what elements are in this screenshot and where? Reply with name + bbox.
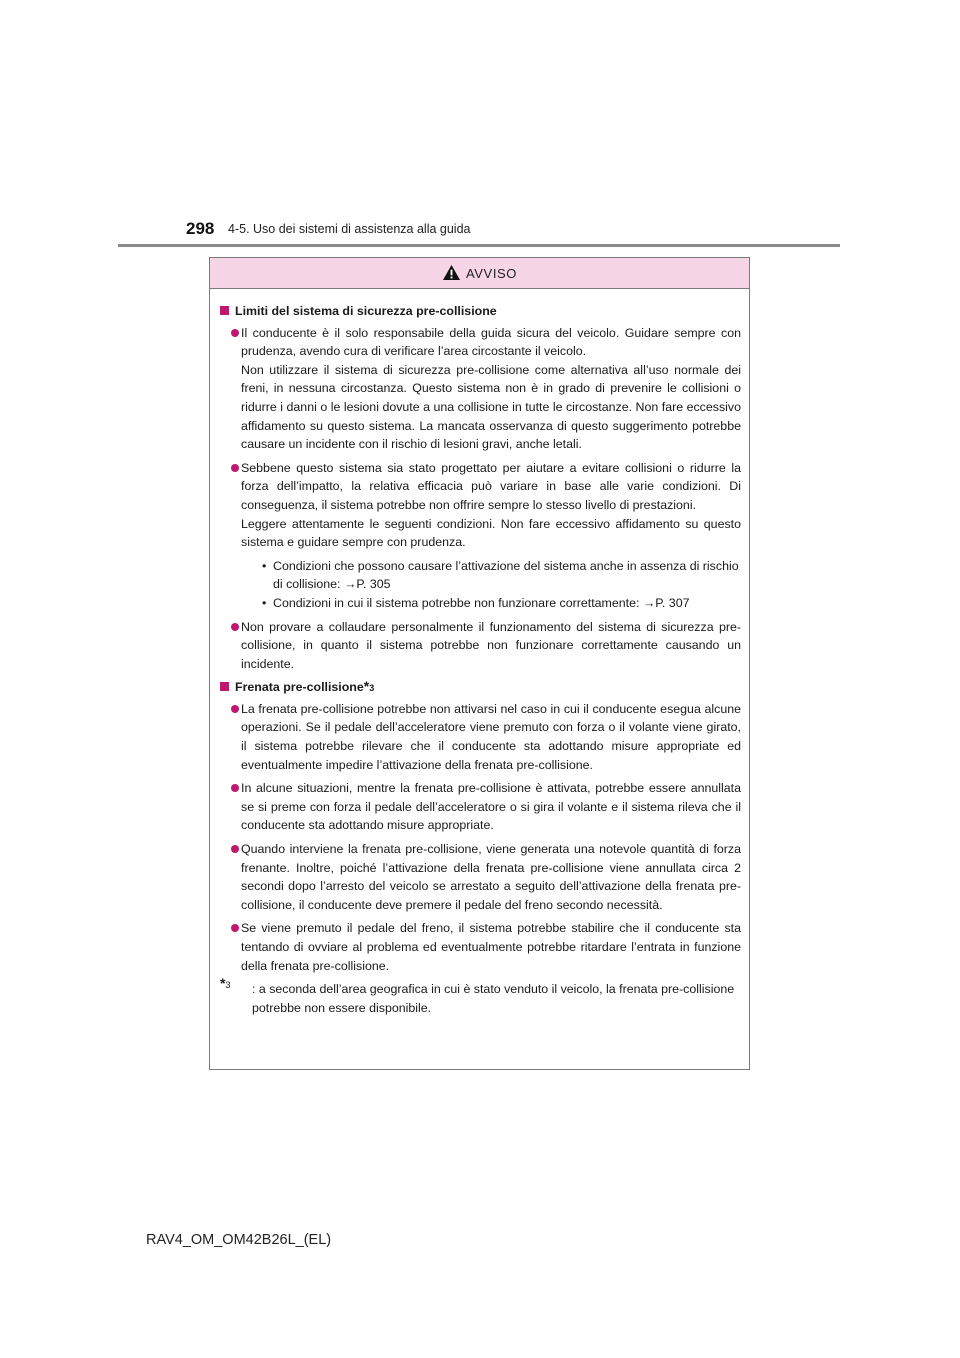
list-item [220,779,741,835]
dot-bullet-icon [231,623,239,631]
paragraph: Il conducente è il solo responsabile della guida sicura del veicolo. Guidare sempre con prudenza, avendo cura di verificare l’area circostante il veicolo. [241,325,741,359]
warning-title: AVVISO [465,265,518,281]
section-heading-frenata: Frenata pre-collisione * 3 [220,678,741,697]
small-bullet-icon: • [262,595,267,610]
list-item [220,324,741,454]
list-item [220,840,741,914]
sub-list-item [241,594,741,613]
list-item [220,618,741,674]
header-divider [118,244,840,247]
footnote-number: 3 [225,980,231,991]
warning-triangle-icon [442,264,461,281]
sub-list-item [241,557,741,594]
dot-bullet-icon [231,329,239,337]
section-heading-text: Limiti del sistema di sicurezza pre-collisione [235,304,497,318]
square-bullet-icon [220,306,229,315]
paragraph: Se viene premuto il pedale del freno, il sistema potrebbe stabilire che il conducente sta tentando di ovviare al problema ed eventualmente potrebbe ritardare l’entrata in funzione della frenata pre-collisione. [241,921,741,973]
footnote-mark [220,975,231,999]
paragraph: Leggere attentamente le seguenti condizioni. Non fare eccessivo affidamento su questo sistema e guidare sempre con prudenza. [241,516,741,550]
sub-item-text: Condizioni che possono causare l’attivazione del sistema anche in assenza di rischio di collisione: →P. 305 [273,558,739,592]
list-item [220,459,741,613]
footnote-text: : a seconda dell’area geografica in cui è stato venduto il veicolo, la frenata pre-collisione potrebbe non essere disponibile. [252,982,735,1015]
dot-bullet-icon [231,705,239,713]
small-bullet-icon: • [262,558,267,573]
paragraph: La frenata pre-collisione potrebbe non attivarsi nel caso in cui il conducente esegua alcune operazioni. Se il pedale dell’acceleratore viene premuto con forza o il volante viene girato, il sistema potrebbe rilevare che il conducente sta adottando misure appropriate ed eventualmente impedire l’attivazione della frenata pre-collisione. [241,701,741,772]
section-heading-text: Frenata pre-collisione [235,680,364,695]
warning-box [209,257,750,1070]
dot-bullet-icon [231,784,239,792]
warning-body [210,289,749,1017]
paragraph: Non provare a collaudare personalmente il funzionamento del sistema di sicurezza pre-collisione, in quanto il sistema potrebbe non funzionare correttamente causando un incidente. [241,619,741,671]
paragraph: In alcune situazioni, mentre la frenata pre-collisione è attivata, potrebbe essere annullata se si preme con forza il pedale dell’acceleratore o si gira il volante e il sistema rileva che il conducente sta adottando misure appropriate. [241,781,741,833]
square-bullet-icon [220,682,229,691]
page-number: 298 [186,219,215,238]
section-heading-limiti [220,302,741,321]
list-item [220,919,741,975]
document-code: RAV4_OM_OM42B26L_(EL) [146,1232,332,1248]
dot-bullet-icon [231,464,239,472]
list-item [220,700,741,774]
paragraph: Sebbene questo sistema sia stato progettato per aiutare a evitare collisioni o ridurre la forza dell’impatto, la relativa efficacia può variare in base alle varie condizioni. Di conseguenza, il sistema potrebbe non offrire sempre lo stesso livello di prestazioni. [241,460,741,512]
footnote [220,975,741,1017]
sub-item-text: Condizioni in cui il sistema potrebbe non funzionare correttamente: →P. 307 [273,595,690,610]
dot-bullet-icon [231,924,239,932]
paragraph: Non utilizzare il sistema di sicurezza pre-collisione come alternativa all’uso normale dei freni, in nessuna circostanza. Questo sistema non è in grado di prevenire le collisioni o ridurre i danni o le lesioni dovute a una collisione in tutte le circostanze. Non fare eccessivo affidamento su questo sistema. La mancata osservanza di questo suggerimento potrebbe causare un incidente con il rischio di lesioni gravi, anche letali. [241,362,741,452]
dot-bullet-icon [231,845,239,853]
paragraph: Quando interviene la frenata pre-collisione, viene generata una notevole quantità di forza frenante. Inoltre, poiché l’attivazione della frenata pre-collisione viene annullata circa 2 secondi dopo l’arresto del veicolo se arrestato a seguito dell’attivazione della frenata pre-collisione, il conducente deve premere il pedale del freno secondo necessità. [241,842,741,912]
warning-header [210,258,749,289]
section-title: 4-5. Uso dei sistemi di assistenza alla guida [228,222,471,236]
footnote-star-mark: * [220,975,226,992]
